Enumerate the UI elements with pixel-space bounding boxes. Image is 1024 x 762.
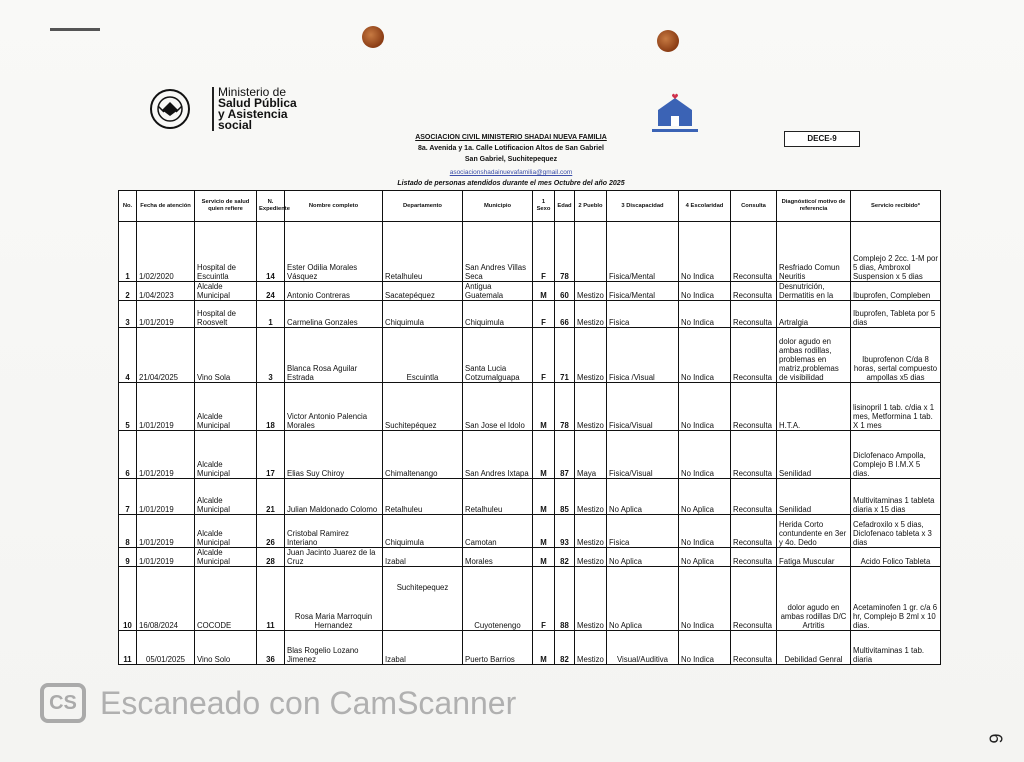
cell-department: Sacatepéquez bbox=[383, 282, 463, 301]
cell-referrer: COCODE bbox=[195, 567, 257, 631]
cell-schooling: No Indica bbox=[679, 328, 731, 383]
cell-file-no: 14 bbox=[257, 222, 285, 282]
cell-disability: No Aplica bbox=[607, 567, 679, 631]
cell-consultation: Reconsulta bbox=[731, 631, 777, 665]
cell-referrer: Vino Solo bbox=[195, 631, 257, 665]
cell-disability: Fisica/Visual bbox=[607, 431, 679, 479]
org-city: San Gabriel, Suchitepequez bbox=[464, 156, 558, 163]
cell-referrer: Hospital de Roosvelt bbox=[195, 301, 257, 328]
cell-municipality: Cuyotenengo bbox=[463, 567, 533, 631]
form-code-box: DECE-9 bbox=[784, 131, 860, 147]
cell-referrer: Hospital de Escuintla bbox=[195, 222, 257, 282]
column-header: 4 Escolaridad bbox=[679, 191, 731, 222]
cell-full-name: Antonio Contreras bbox=[285, 282, 383, 301]
cell-diagnosis: Desnutrición, Dermatitis en la bbox=[777, 282, 851, 301]
cell-file-no: 11 bbox=[257, 567, 285, 631]
cell-disability: Fisica/Visual bbox=[607, 383, 679, 431]
cell-full-name: Rosa Maria Marroquin Hernandez bbox=[285, 567, 383, 631]
cell-age: 85 bbox=[555, 479, 575, 515]
cell-schooling: No Indica bbox=[679, 383, 731, 431]
cell-date: 16/08/2024 bbox=[137, 567, 195, 631]
cell-date: 1/01/2019 bbox=[137, 301, 195, 328]
cell-age: 88 bbox=[555, 567, 575, 631]
cell-sex: M bbox=[533, 383, 555, 431]
table-row bbox=[119, 383, 941, 431]
cell-diagnosis: Resfriado Comun Neuritis bbox=[777, 222, 851, 282]
cell-department: Chiquimula bbox=[383, 515, 463, 548]
cell-sex: F bbox=[533, 222, 555, 282]
cell-full-name: Carmelina Gonzales bbox=[285, 301, 383, 328]
table-row bbox=[119, 548, 941, 567]
punch-hole bbox=[362, 26, 384, 48]
camscanner-logo: CS bbox=[40, 683, 86, 723]
page-number: 6 bbox=[985, 733, 1006, 744]
cell-diagnosis: dolor agudo en ambas rodillas D/C Artritis bbox=[777, 567, 851, 631]
cell-file-no: 21 bbox=[257, 479, 285, 515]
cell-date: 1/01/2019 bbox=[137, 479, 195, 515]
column-header: 3 Discapacidad bbox=[607, 191, 679, 222]
cell-municipality: Santa Lucia Cotzumalguapa bbox=[463, 328, 533, 383]
cell-consultation: Reconsulta bbox=[731, 301, 777, 328]
list-title: Listado de personas atendidos durante el mes Octubre del año 2025 bbox=[397, 180, 625, 187]
cell-referrer: Alcalde Municipal bbox=[195, 282, 257, 301]
cell-full-name: Juan Jacinto Juarez de la Cruz bbox=[285, 548, 383, 567]
table-row bbox=[119, 328, 941, 383]
cell-people: Mestizo bbox=[575, 567, 607, 631]
cell-age: 82 bbox=[555, 548, 575, 567]
cell-age: 60 bbox=[555, 282, 575, 301]
org-email-link[interactable]: asociacionshadainuevafamilia@gmail.com bbox=[449, 169, 573, 176]
cell-municipality: San Jose el Idolo bbox=[463, 383, 533, 431]
cell-diagnosis: Senilidad bbox=[777, 479, 851, 515]
guatemala-seal-logo bbox=[132, 88, 208, 130]
cell-sex: M bbox=[533, 479, 555, 515]
cell-date: 1/01/2019 bbox=[137, 515, 195, 548]
cell-sex: M bbox=[533, 548, 555, 567]
cell-referrer: Vino Sola bbox=[195, 328, 257, 383]
cell-consultation: Reconsulta bbox=[731, 548, 777, 567]
cell-date: 1/01/2019 bbox=[137, 383, 195, 431]
cell-schooling: No Indica bbox=[679, 222, 731, 282]
column-header: Nombre completo bbox=[285, 191, 383, 222]
cell-file-no: 28 bbox=[257, 548, 285, 567]
cell-consultation: Reconsulta bbox=[731, 328, 777, 383]
cell-file-no: 17 bbox=[257, 431, 285, 479]
cell-file-no: 36 bbox=[257, 631, 285, 665]
table-row bbox=[119, 301, 941, 328]
cell-municipality: Antigua Guatemala bbox=[463, 282, 533, 301]
cell-schooling: No Indica bbox=[679, 631, 731, 665]
cell-department: Chimaltenango bbox=[383, 431, 463, 479]
cell-people bbox=[575, 222, 607, 282]
cell-department: Suchitepequez bbox=[383, 567, 463, 631]
cell-disability: Fisica bbox=[607, 515, 679, 548]
cell-age: 71 bbox=[555, 328, 575, 383]
column-header: 2 Pueblo bbox=[575, 191, 607, 222]
cell-people: Mestizo bbox=[575, 515, 607, 548]
cell-schooling: No Indica bbox=[679, 301, 731, 328]
cell-file-no: 1 bbox=[257, 301, 285, 328]
cell-schooling: No Indica bbox=[679, 515, 731, 548]
cell-municipality: Retalhuleu bbox=[463, 479, 533, 515]
cell-no: 8 bbox=[119, 515, 137, 548]
cell-age: 82 bbox=[555, 631, 575, 665]
cell-service: Acido Folico Tableta bbox=[851, 548, 941, 567]
cell-referrer: Alcalde Municipal bbox=[195, 431, 257, 479]
cell-sex: F bbox=[533, 567, 555, 631]
cell-sex: M bbox=[533, 431, 555, 479]
cell-disability: Fisica bbox=[607, 301, 679, 328]
cell-full-name: Blanca Rosa Aguilar Estrada bbox=[285, 328, 383, 383]
cell-full-name: Blas Rogelio Lozano Jimenez bbox=[285, 631, 383, 665]
cell-no: 9 bbox=[119, 548, 137, 567]
cell-department: Izabal bbox=[383, 548, 463, 567]
column-header: 1 Sexo bbox=[533, 191, 555, 222]
cell-department: Retalhuleu bbox=[383, 479, 463, 515]
cell-sex: F bbox=[533, 301, 555, 328]
cell-consultation: Reconsulta bbox=[731, 515, 777, 548]
cell-people: Mestizo bbox=[575, 479, 607, 515]
cell-no: 7 bbox=[119, 479, 137, 515]
column-header: No. bbox=[119, 191, 137, 222]
table-row bbox=[119, 222, 941, 282]
ministry-line: y Asistencia bbox=[218, 107, 288, 121]
table-row bbox=[119, 479, 941, 515]
cell-people: Mestizo bbox=[575, 328, 607, 383]
cell-date: 1/04/2023 bbox=[137, 282, 195, 301]
cell-service: Cefadroxilo x 5 dias, Diclofenaco tableta x 3 dias bbox=[851, 515, 941, 548]
cell-disability: No Aplica bbox=[607, 479, 679, 515]
column-header: Consulta bbox=[731, 191, 777, 222]
cell-file-no: 18 bbox=[257, 383, 285, 431]
column-header: N. Expediente bbox=[257, 191, 285, 222]
cell-no: 6 bbox=[119, 431, 137, 479]
cell-sex: F bbox=[533, 328, 555, 383]
cell-date: 1/02/2020 bbox=[137, 222, 195, 282]
cell-file-no: 3 bbox=[257, 328, 285, 383]
cell-people: Mestizo bbox=[575, 548, 607, 567]
cell-no: 4 bbox=[119, 328, 137, 383]
column-header: Edad bbox=[555, 191, 575, 222]
cell-schooling: No Indica bbox=[679, 567, 731, 631]
cell-schooling: No Aplica bbox=[679, 548, 731, 567]
cell-age: 93 bbox=[555, 515, 575, 548]
cell-diagnosis: H.T.A. bbox=[777, 383, 851, 431]
cell-no: 2 bbox=[119, 282, 137, 301]
table-row bbox=[119, 631, 941, 665]
column-header: Municipio bbox=[463, 191, 533, 222]
column-header: Diagnóstico/ motivo de referencia bbox=[777, 191, 851, 222]
pen-mark bbox=[50, 28, 100, 31]
cell-referrer: Alcalde Municipal bbox=[195, 383, 257, 431]
cell-full-name: Cristobal Ramirez Interiano bbox=[285, 515, 383, 548]
cell-no: 10 bbox=[119, 567, 137, 631]
cell-full-name: Victor Antonio Palencia Morales bbox=[285, 383, 383, 431]
cell-service: Multivitaminas 1 tab. diaria bbox=[851, 631, 941, 665]
ministry-line: social bbox=[218, 118, 253, 132]
cell-date: 21/04/2025 bbox=[137, 328, 195, 383]
cell-age: 66 bbox=[555, 301, 575, 328]
cell-diagnosis: Artralgia bbox=[777, 301, 851, 328]
cell-people: Mestizo bbox=[575, 631, 607, 665]
cell-department: Retalhuleu bbox=[383, 222, 463, 282]
cell-service: Diclofenaco Ampolla, Complejo B I.M.X 5 dias. bbox=[851, 431, 941, 479]
cell-date: 1/01/2019 bbox=[137, 548, 195, 567]
cell-department: Izabal bbox=[383, 631, 463, 665]
cell-disability: No Aplica bbox=[607, 548, 679, 567]
column-header: Servicio de salud quien refiere bbox=[195, 191, 257, 222]
column-header: Departamento bbox=[383, 191, 463, 222]
cell-disability: Visual/Auditiva bbox=[607, 631, 679, 665]
cell-department: Chiquimula bbox=[383, 301, 463, 328]
cell-consultation: Reconsulta bbox=[731, 282, 777, 301]
camscanner-watermark: Escaneado con CamScanner bbox=[100, 685, 517, 721]
cell-people: Mestizo bbox=[575, 301, 607, 328]
cell-file-no: 26 bbox=[257, 515, 285, 548]
cell-service: Complejo 2 2cc. 1-M por 5 dias, Ambroxol Suspension x 5 dias bbox=[851, 222, 941, 282]
cell-diagnosis: dolor agudo en ambas rodillas, problemas en matriz,problemas de visibilidad bbox=[777, 328, 851, 383]
column-header: Servicio recibido* bbox=[851, 191, 941, 222]
cell-people: Maya bbox=[575, 431, 607, 479]
cell-consultation: Reconsulta bbox=[731, 479, 777, 515]
cell-sex: M bbox=[533, 515, 555, 548]
cell-department: Suchitepéquez bbox=[383, 383, 463, 431]
cell-disability: Fisica/Mental bbox=[607, 222, 679, 282]
cell-referrer: Alcalde Municipal bbox=[195, 479, 257, 515]
cell-service: Ibuprofen, Tableta por 5 dias bbox=[851, 301, 941, 328]
cell-date: 05/01/2025 bbox=[137, 631, 195, 665]
org-address: 8a. Avenida y 1a. Calle Lotificacion Altos de San Gabriel bbox=[418, 145, 604, 152]
ministry-divider bbox=[212, 87, 214, 131]
table-header-row bbox=[119, 191, 941, 222]
cell-age: 78 bbox=[555, 383, 575, 431]
cell-full-name: Ester Odilia Morales Vásquez bbox=[285, 222, 383, 282]
cell-schooling: No Indica bbox=[679, 282, 731, 301]
cell-people: Mestizo bbox=[575, 383, 607, 431]
cell-municipality: San Andres Ixtapa bbox=[463, 431, 533, 479]
cell-disability: Fisica/Mental bbox=[607, 282, 679, 301]
punch-hole bbox=[657, 30, 679, 52]
cell-diagnosis: Senilidad bbox=[777, 431, 851, 479]
cell-municipality: San Andres Villas Seca bbox=[463, 222, 533, 282]
cell-service: lisinopril 1 tab. c/dia x 1 mes, Metformina 1 tab. X 1 mes bbox=[851, 383, 941, 431]
cell-municipality: Chiquimula bbox=[463, 301, 533, 328]
table-row bbox=[119, 567, 941, 631]
table-row bbox=[119, 515, 941, 548]
table-row bbox=[119, 431, 941, 479]
patients-table bbox=[118, 190, 941, 665]
cell-consultation: Reconsulta bbox=[731, 431, 777, 479]
cell-diagnosis: Debilidad Genral bbox=[777, 631, 851, 665]
cell-people: Mestizo bbox=[575, 282, 607, 301]
cell-sex: M bbox=[533, 282, 555, 301]
cell-municipality: Morales bbox=[463, 548, 533, 567]
cell-full-name: Julian Maldonado Colomo bbox=[285, 479, 383, 515]
cell-no: 1 bbox=[119, 222, 137, 282]
cell-consultation: Reconsulta bbox=[731, 567, 777, 631]
cell-sex: M bbox=[533, 631, 555, 665]
shadai-family-logo bbox=[646, 92, 704, 136]
column-header: Fecha de atención bbox=[137, 191, 195, 222]
cell-no: 11 bbox=[119, 631, 137, 665]
ministry-logo-text bbox=[218, 87, 297, 131]
cell-service: Acetaminofen 1 gr. c/a 6 hr, Complejo B 2ml x 10 dias. bbox=[851, 567, 941, 631]
cell-file-no: 24 bbox=[257, 282, 285, 301]
table-row bbox=[119, 282, 941, 301]
cell-referrer: Alcalde Municipal bbox=[195, 548, 257, 567]
ministry-line: Salud Pública bbox=[218, 96, 297, 110]
cell-referrer: Alcalde Municipal bbox=[195, 515, 257, 548]
cell-diagnosis: Herida Corto contundente en 3er y 4o. Dedo bbox=[777, 515, 851, 548]
ministry-line: Ministerio de bbox=[218, 85, 287, 99]
cell-age: 78 bbox=[555, 222, 575, 282]
cell-department: Escuintla bbox=[383, 328, 463, 383]
cell-schooling: No Aplica bbox=[679, 479, 731, 515]
cell-diagnosis: Fatiga Muscular bbox=[777, 548, 851, 567]
cell-age: 87 bbox=[555, 431, 575, 479]
org-name: ASOCIACION CIVIL MINISTERIO SHADAI NUEVA FAMILIA bbox=[415, 134, 607, 141]
cell-full-name: Elias Suy Chiroy bbox=[285, 431, 383, 479]
cell-no: 5 bbox=[119, 383, 137, 431]
cell-service: Ibuprofenon C/da 8 horas, sertal compuesto ampollas x5 dias bbox=[851, 328, 941, 383]
cell-municipality: Camotan bbox=[463, 515, 533, 548]
cell-no: 3 bbox=[119, 301, 137, 328]
cell-municipality: Puerto Barrios bbox=[463, 631, 533, 665]
cell-consultation: Reconsulta bbox=[731, 383, 777, 431]
cell-service: Ibuprofen, Compleben bbox=[851, 282, 941, 301]
cell-service: Multivitaminas 1 tableta diaria x 15 dias bbox=[851, 479, 941, 515]
cell-schooling: No Indica bbox=[679, 431, 731, 479]
cell-date: 1/01/2019 bbox=[137, 431, 195, 479]
cell-consultation: Reconsulta bbox=[731, 222, 777, 282]
cell-disability: Fisica /Visual bbox=[607, 328, 679, 383]
